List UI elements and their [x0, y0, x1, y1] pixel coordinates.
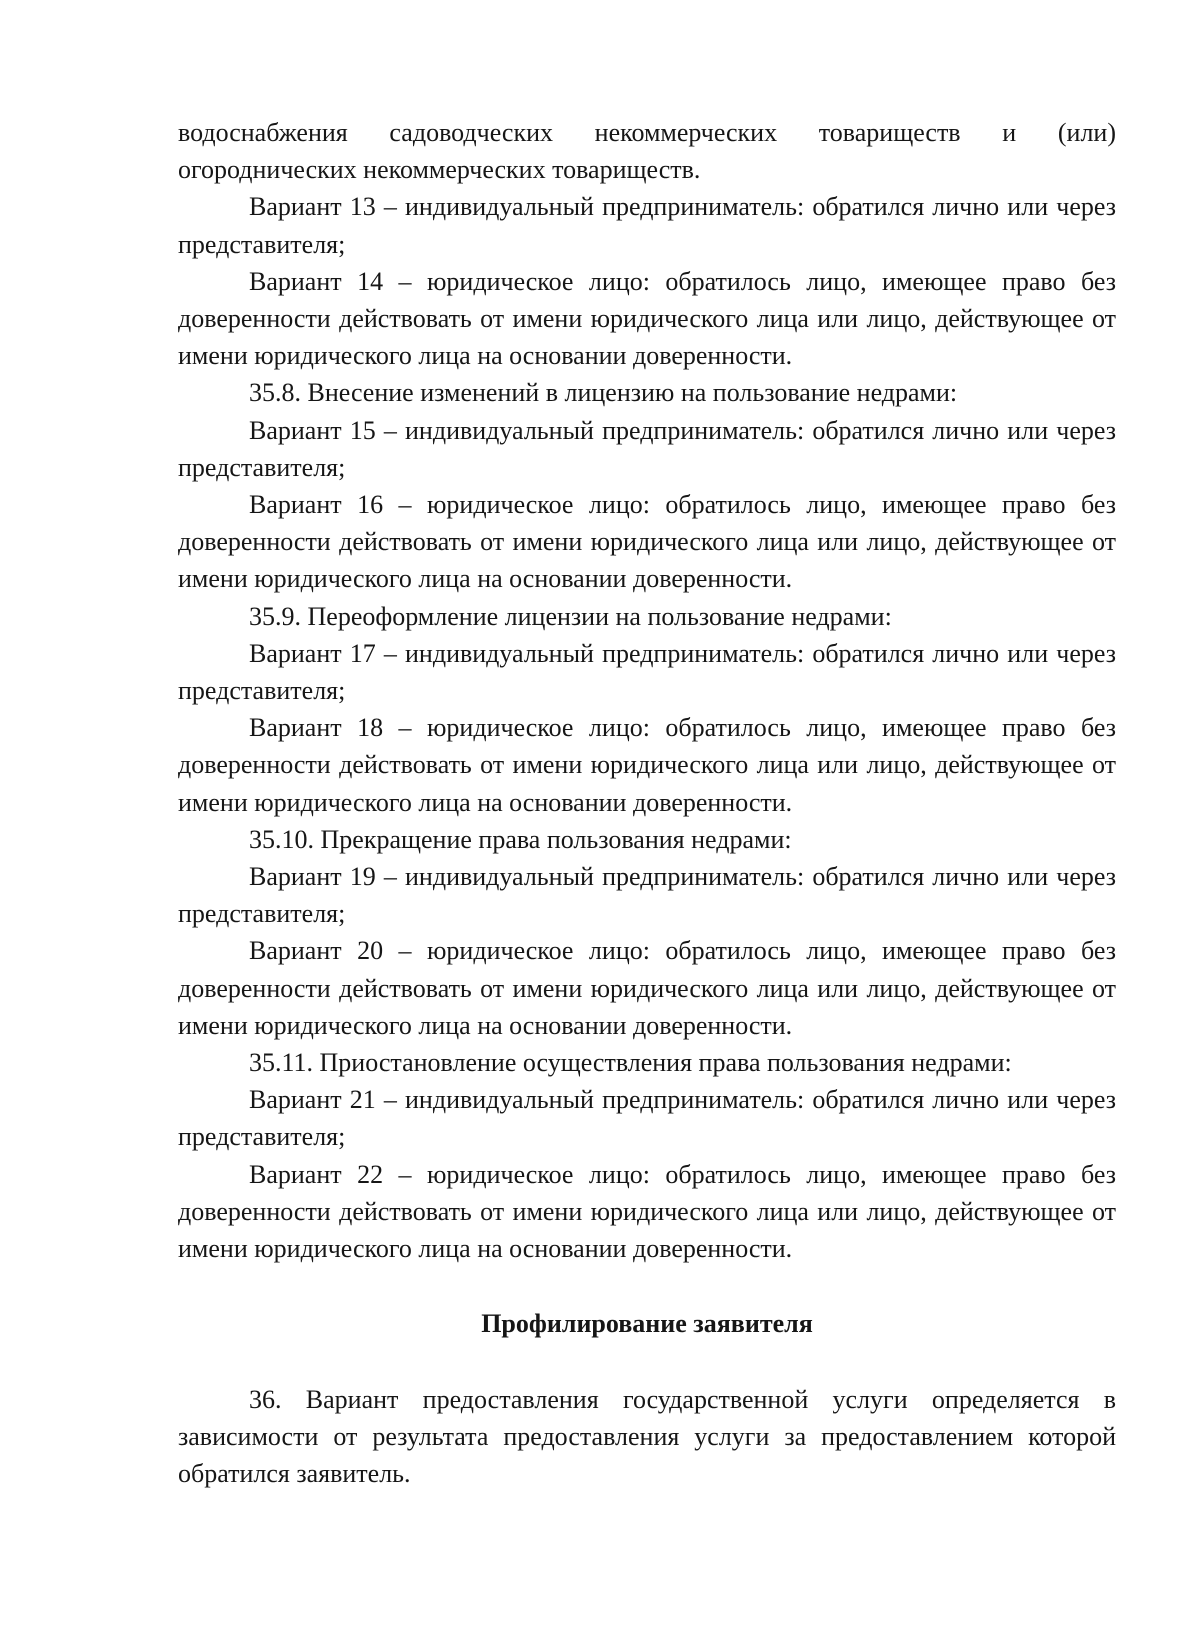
paragraph-variant-15: Вариант 15 – индивидуальный предприниматель: обратился лично или через представителя; [178, 415, 1116, 482]
section-heading: Профилирование заявителя [481, 1309, 813, 1339]
paragraph-variant-20: Вариант 20 – юридическое лицо: обратилось лицо, имеющее право без доверенности действовать от имени юридического лица или лицо, действующее от имени юридического лица на основании доверенности. [178, 936, 1116, 1040]
paragraph-36: 36. Вариант предоставления государственной услуги определяется в зависимости от результата предоставления услуги за предоставлением которой обратился заявитель. [178, 1384, 1116, 1488]
paragraph-variant-17: Вариант 17 – индивидуальный предприниматель: обратился лично или через представителя; [178, 638, 1116, 706]
paragraph-variant-19: Вариант 19 – индивидуальный предприниматель: обратился лично или через представителя; [178, 862, 1116, 929]
paragraph-variant-14: Вариант 14 – юридическое лицо: обратилось лицо, имеющее право без доверенности действовать от имени юридического лица или лицо, действующее от имени юридического лица на основании доверенности. [178, 266, 1116, 371]
paragraph-variant-13: Вариант 13 – индивидуальный предприниматель: обратился лично или через представителя; [178, 192, 1116, 259]
paragraph-variant-16: Вариант 16 – юридическое лицо: обратилось лицо, имеющее право без доверенности действовать от имени юридического лица или лицо, действующее от имени юридического лица на основании доверенности. [178, 490, 1116, 594]
paragraph-continuation: водоснабжения садоводческих некоммерческих товариществ и (или) огороднических некоммерческих товариществ. [178, 118, 1116, 185]
paragraph-variant-22: Вариант 22 – юридическое лицо: обратилось лицо, имеющее право без доверенности действовать от имени юридического лица или лицо, действующее от имени юридического лица на основании доверенности. [178, 1159, 1116, 1264]
paragraph-variant-18: Вариант 18 – юридическое лицо: обратилось лицо, имеющее право без доверенности действовать от имени юридического лица или лицо, действующее от имени юридического лица на основании доверенности. [178, 713, 1116, 817]
section-35-11: 35.11. Приостановление осуществления права пользования недрами: [249, 1048, 1012, 1078]
section-35-9: 35.9. Переоформление лицензии на пользование недрами: [249, 601, 892, 631]
section-35-10: 35.10. Прекращение права пользования недрами: [249, 824, 792, 854]
paragraph-variant-21: Вариант 21 – индивидуальный предприниматель: обратился лично или через представителя; [178, 1085, 1116, 1152]
section-35-8: 35.8. Внесение изменений в лицензию на пользование недрами: [249, 378, 958, 408]
document-body [178, 114, 1116, 1492]
